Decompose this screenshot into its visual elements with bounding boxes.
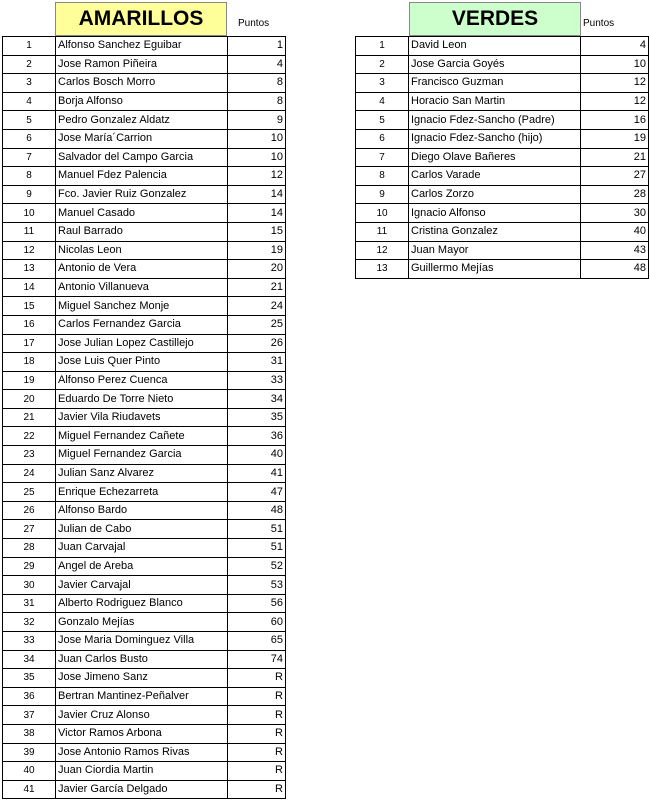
row-number: 23: [3, 446, 56, 465]
row-number: 16: [3, 315, 56, 334]
player-name: Bertran Mantinez-Peñalver: [56, 687, 228, 706]
player-points: 1: [228, 37, 286, 56]
table-row: [3, 111, 286, 130]
table-row: [3, 446, 286, 465]
player-name: Miguel Sanchez Monje: [56, 297, 228, 316]
row-number: 11: [3, 222, 56, 241]
table-row: [356, 167, 649, 186]
table-row: [3, 37, 286, 56]
row-number: 11: [356, 222, 409, 241]
table-row: [3, 464, 286, 483]
row-number: 32: [3, 613, 56, 632]
table-row: [3, 222, 286, 241]
row-number: 2: [356, 55, 409, 74]
player-points: 21: [581, 148, 649, 167]
player-name: Carlos Fernandez Garcia: [56, 315, 228, 334]
table-row: [356, 260, 649, 279]
table-row: [3, 762, 286, 781]
player-points: 65: [228, 632, 286, 651]
player-points: 16: [581, 111, 649, 130]
table-row: [356, 222, 649, 241]
player-name: Antonio de Vera: [56, 260, 228, 279]
player-points: 10: [228, 148, 286, 167]
table-row: [3, 74, 286, 93]
player-name: Jose Julian Lopez Castillejo: [56, 334, 228, 353]
player-points: 12: [228, 167, 286, 186]
table-row: [3, 92, 286, 111]
row-number: 38: [3, 724, 56, 743]
player-name: Juan Ciordia Martin: [56, 762, 228, 781]
player-name: Carlos Bosch Morro: [56, 74, 228, 93]
row-number: 1: [3, 37, 56, 56]
player-name: Alfonso Bardo: [56, 501, 228, 520]
player-name: Julian de Cabo: [56, 520, 228, 539]
row-number: 25: [3, 483, 56, 502]
player-points: 14: [228, 204, 286, 223]
table-row: [3, 539, 286, 558]
row-number: 33: [3, 632, 56, 651]
table-row: [3, 129, 286, 148]
player-points: 19: [228, 241, 286, 260]
table-row: [3, 724, 286, 743]
row-number: 9: [3, 185, 56, 204]
player-points: 25: [228, 315, 286, 334]
row-number: 20: [3, 390, 56, 409]
row-number: 18: [3, 353, 56, 372]
table-row: [3, 353, 286, 372]
player-name: Francisco Guzman: [409, 74, 581, 93]
player-name: Raul Barrado: [56, 222, 228, 241]
row-number: 6: [356, 129, 409, 148]
player-points: R: [228, 687, 286, 706]
player-points: 60: [228, 613, 286, 632]
player-name: Carlos Zorzo: [409, 185, 581, 204]
table-row: [3, 520, 286, 539]
player-points: 8: [228, 74, 286, 93]
player-points: 10: [581, 55, 649, 74]
player-points: 52: [228, 557, 286, 576]
table-row: [3, 557, 286, 576]
row-number: 17: [3, 334, 56, 353]
row-number: 27: [3, 520, 56, 539]
player-points: R: [228, 780, 286, 799]
row-number: 3: [356, 74, 409, 93]
row-number: 10: [3, 204, 56, 223]
verdes-table: [355, 36, 649, 279]
table-row: [356, 204, 649, 223]
player-name: Carlos Varade: [409, 167, 581, 186]
player-points: 36: [228, 427, 286, 446]
amarillos-points-header: Puntos: [238, 18, 270, 29]
player-name: Diego Olave Bañeres: [409, 148, 581, 167]
table-row: [3, 371, 286, 390]
player-name: Pedro Gonzalez Aldatz: [56, 111, 228, 130]
player-name: Enrique Echezarreta: [56, 483, 228, 502]
table-row: [3, 613, 286, 632]
table-row: [3, 501, 286, 520]
player-name: Jose María´Carrion: [56, 129, 228, 148]
player-name: Javier Cruz Alonso: [56, 706, 228, 725]
player-points: 12: [581, 74, 649, 93]
player-points: 48: [581, 260, 649, 279]
table-row: [3, 743, 286, 762]
player-name: Manuel Casado: [56, 204, 228, 223]
row-number: 26: [3, 501, 56, 520]
player-name: Guillermo Mejías: [409, 260, 581, 279]
player-name: Gonzalo Mejías: [56, 613, 228, 632]
table-row: [3, 204, 286, 223]
table-row: [3, 278, 286, 297]
player-points: 74: [228, 650, 286, 669]
player-name: Jose Antonio Ramos Rivas: [56, 743, 228, 762]
row-number: 10: [356, 204, 409, 223]
player-name: Eduardo De Torre Nieto: [56, 390, 228, 409]
table-row: [3, 780, 286, 799]
player-points: 4: [581, 37, 649, 56]
player-points: 28: [581, 185, 649, 204]
row-number: 41: [3, 780, 56, 799]
table-row: [3, 241, 286, 260]
player-points: 40: [228, 446, 286, 465]
player-points: 15: [228, 222, 286, 241]
player-points: 34: [228, 390, 286, 409]
row-number: 31: [3, 594, 56, 613]
row-number: 24: [3, 464, 56, 483]
player-points: R: [228, 743, 286, 762]
player-points: R: [228, 762, 286, 781]
table-row: [3, 687, 286, 706]
player-name: David Leon: [409, 37, 581, 56]
player-name: Nicolas Leon: [56, 241, 228, 260]
row-number: 28: [3, 539, 56, 558]
table-row: [356, 241, 649, 260]
table-row: [3, 185, 286, 204]
row-number: 8: [3, 167, 56, 186]
player-name: Cristina Gonzalez: [409, 222, 581, 241]
table-row: [356, 55, 649, 74]
table-row: [356, 129, 649, 148]
row-number: 12: [3, 241, 56, 260]
table-row: [356, 185, 649, 204]
table-row: [3, 167, 286, 186]
table-row: [356, 148, 649, 167]
table-row: [356, 37, 649, 56]
player-name: Javier García Delgado: [56, 780, 228, 799]
player-name: Alfonso Sanchez Eguibar: [56, 37, 228, 56]
row-number: 9: [356, 185, 409, 204]
player-points: 35: [228, 408, 286, 427]
player-name: Juan Carlos Busto: [56, 650, 228, 669]
player-name: Antonio Villanueva: [56, 278, 228, 297]
table-row: [3, 706, 286, 725]
amarillos-title: AMARILLOS: [55, 2, 227, 36]
player-points: 30: [581, 204, 649, 223]
table-row: [356, 111, 649, 130]
player-points: 21: [228, 278, 286, 297]
player-points: 14: [228, 185, 286, 204]
player-name: Jose Garcia Goyés: [409, 55, 581, 74]
row-number: 13: [356, 260, 409, 279]
table-row: [3, 315, 286, 334]
row-number: 22: [3, 427, 56, 446]
player-name: Fco. Javier Ruiz Gonzalez: [56, 185, 228, 204]
row-number: 15: [3, 297, 56, 316]
table-row: [3, 148, 286, 167]
row-number: 3: [3, 74, 56, 93]
player-name: Borja Alfonso: [56, 92, 228, 111]
player-name: Javier Carvajal: [56, 576, 228, 595]
player-name: Javier Vila Riudavets: [56, 408, 228, 427]
player-points: 33: [228, 371, 286, 390]
table-row: [3, 297, 286, 316]
player-points: R: [228, 669, 286, 688]
table-row: [3, 427, 286, 446]
row-number: 1: [356, 37, 409, 56]
player-points: 51: [228, 539, 286, 558]
player-points: 24: [228, 297, 286, 316]
player-points: 53: [228, 576, 286, 595]
table-row: [3, 260, 286, 279]
player-name: Victor Ramos Arbona: [56, 724, 228, 743]
player-points: 19: [581, 129, 649, 148]
row-number: 13: [3, 260, 56, 279]
row-number: 19: [3, 371, 56, 390]
row-number: 4: [3, 92, 56, 111]
row-number: 12: [356, 241, 409, 260]
player-points: 31: [228, 353, 286, 372]
verdes-points-header: Puntos: [583, 18, 615, 29]
player-points: 20: [228, 260, 286, 279]
player-name: Alfonso Perez Cuenca: [56, 371, 228, 390]
player-name: Ignacio Alfonso: [409, 204, 581, 223]
table-row: [3, 669, 286, 688]
player-name: Ignacio Fdez-Sancho (Padre): [409, 111, 581, 130]
table-row: [3, 334, 286, 353]
player-points: 26: [228, 334, 286, 353]
player-points: 9: [228, 111, 286, 130]
player-points: 47: [228, 483, 286, 502]
table-row: [3, 483, 286, 502]
player-points: 48: [228, 501, 286, 520]
row-number: 37: [3, 706, 56, 725]
player-points: 12: [581, 92, 649, 111]
player-name: Miguel Fernandez Garcia: [56, 446, 228, 465]
player-name: Jose Luis Quer Pinto: [56, 353, 228, 372]
amarillos-table: [2, 36, 286, 799]
player-name: Salvador del Campo Garcia: [56, 148, 228, 167]
player-points: 4: [228, 55, 286, 74]
table-row: [3, 55, 286, 74]
player-name: Miguel Fernandez Cañete: [56, 427, 228, 446]
row-number: 14: [3, 278, 56, 297]
row-number: 29: [3, 557, 56, 576]
player-name: Ignacio Fdez-Sancho (hijo): [409, 129, 581, 148]
player-name: Juan Mayor: [409, 241, 581, 260]
table-row: [3, 390, 286, 409]
row-number: 2: [3, 55, 56, 74]
player-points: 56: [228, 594, 286, 613]
row-number: 34: [3, 650, 56, 669]
player-name: Jose Ramon Piñeira: [56, 55, 228, 74]
row-number: 5: [356, 111, 409, 130]
player-name: Angel de Areba: [56, 557, 228, 576]
player-name: Manuel Fdez Palencia: [56, 167, 228, 186]
row-number: 40: [3, 762, 56, 781]
player-points: R: [228, 724, 286, 743]
player-points: 10: [228, 129, 286, 148]
row-number: 35: [3, 669, 56, 688]
player-name: Jose Maria Dominguez Villa: [56, 632, 228, 651]
row-number: 21: [3, 408, 56, 427]
row-number: 30: [3, 576, 56, 595]
table-row: [3, 408, 286, 427]
row-number: 6: [3, 129, 56, 148]
player-name: Alberto Rodriguez Blanco: [56, 594, 228, 613]
player-points: 51: [228, 520, 286, 539]
player-points: 40: [581, 222, 649, 241]
row-number: 7: [356, 148, 409, 167]
verdes-title: VERDES: [409, 2, 581, 36]
table-row: [3, 650, 286, 669]
row-number: 8: [356, 167, 409, 186]
player-points: 27: [581, 167, 649, 186]
row-number: 39: [3, 743, 56, 762]
player-name: Juan Carvajal: [56, 539, 228, 558]
player-points: 8: [228, 92, 286, 111]
table-row: [3, 594, 286, 613]
player-name: Horacio San Martin: [409, 92, 581, 111]
table-row: [356, 74, 649, 93]
table-row: [356, 92, 649, 111]
row-number: 36: [3, 687, 56, 706]
player-name: Julian Sanz Alvarez: [56, 464, 228, 483]
table-row: [3, 576, 286, 595]
row-number: 7: [3, 148, 56, 167]
player-points: 43: [581, 241, 649, 260]
player-name: Jose Jimeno Sanz: [56, 669, 228, 688]
player-points: 41: [228, 464, 286, 483]
player-points: R: [228, 706, 286, 725]
table-row: [3, 632, 286, 651]
row-number: 4: [356, 92, 409, 111]
row-number: 5: [3, 111, 56, 130]
